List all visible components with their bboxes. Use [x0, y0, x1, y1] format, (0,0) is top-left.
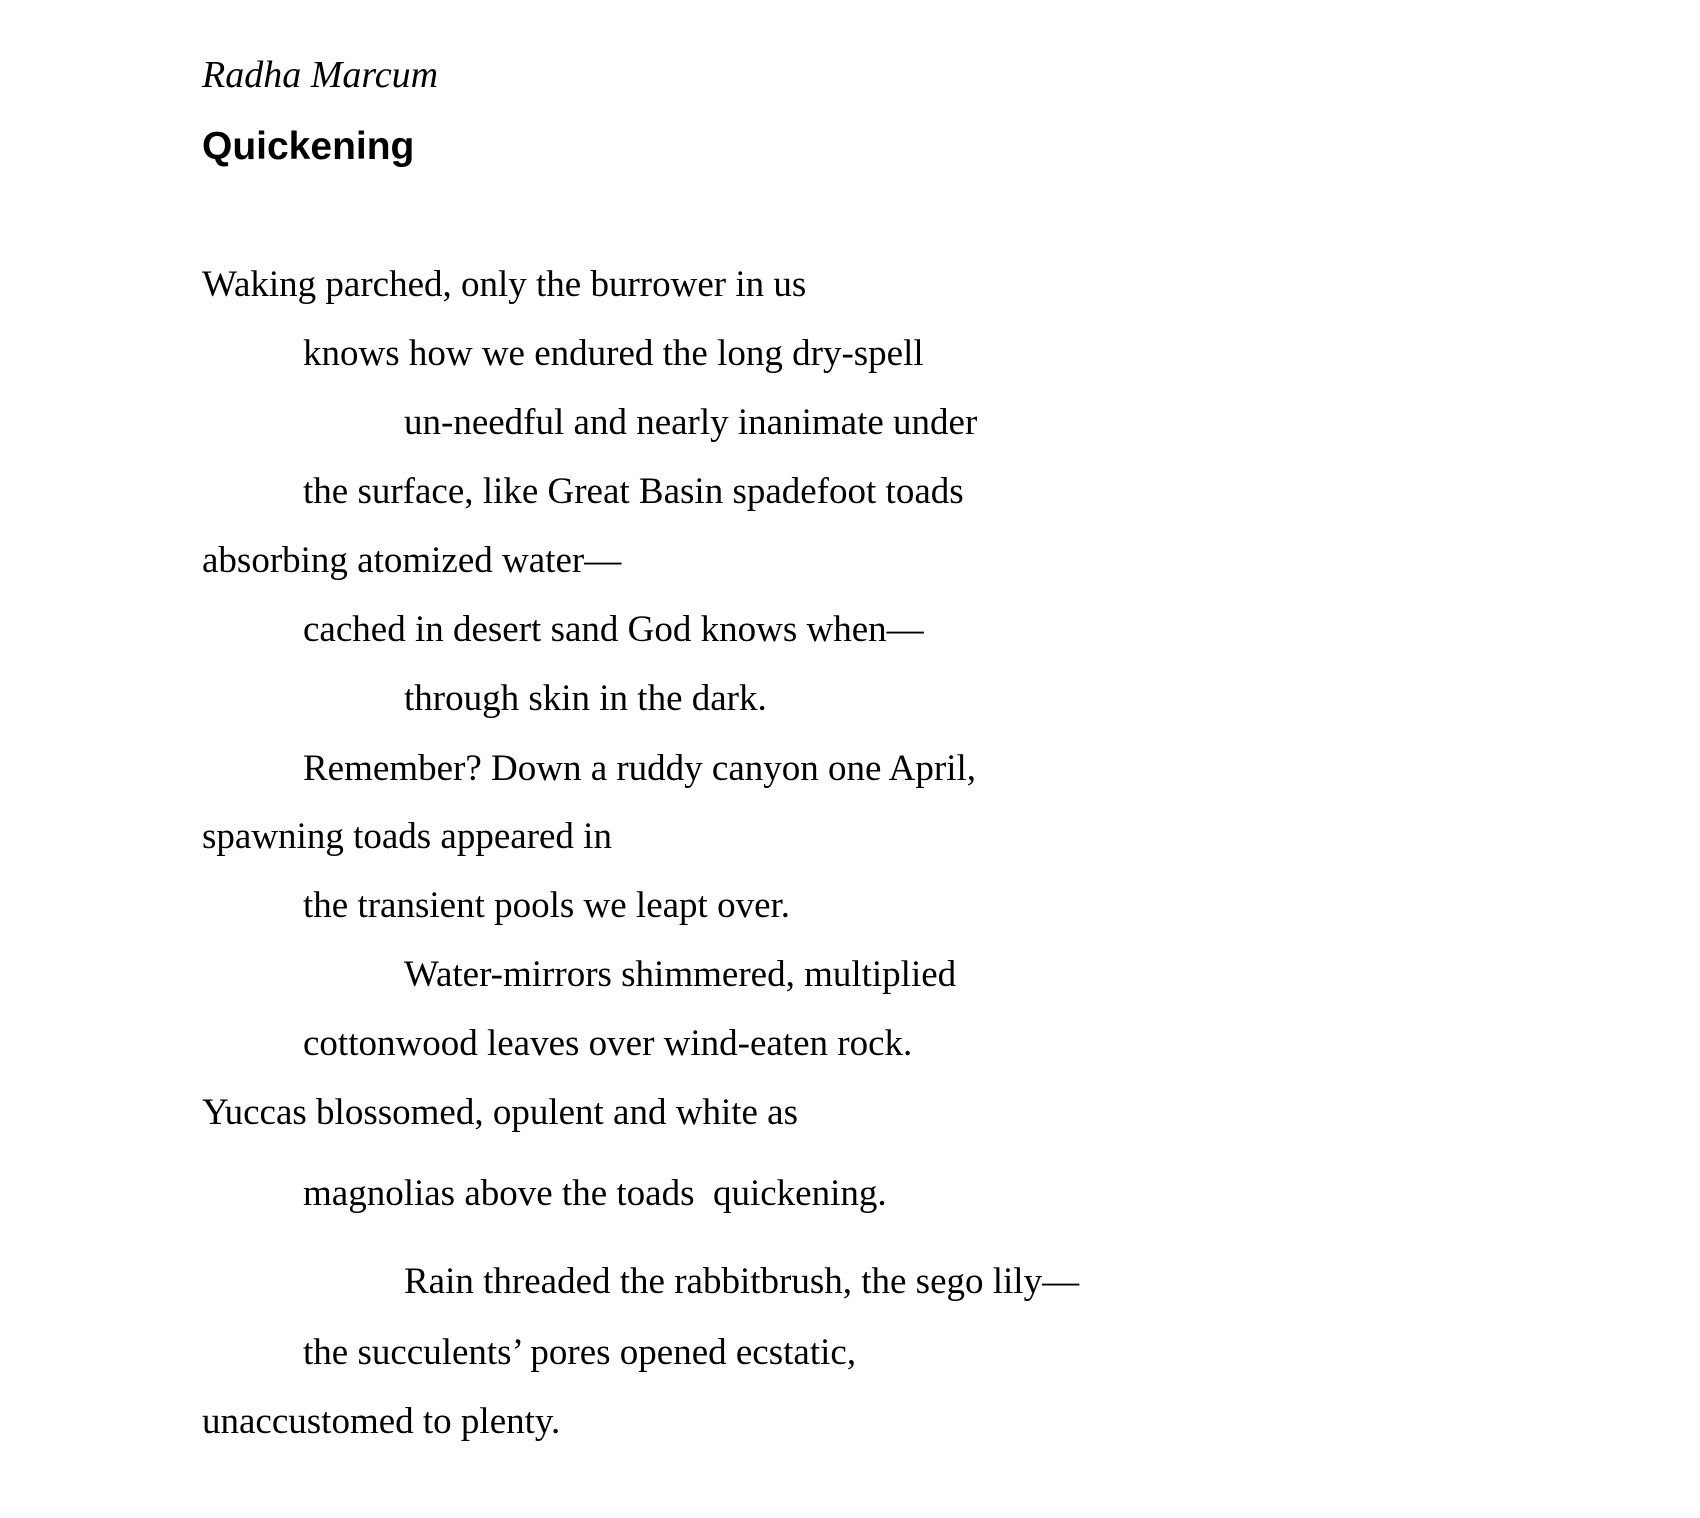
poem-line: the surface, like Great Basin spadefoot toads: [303, 471, 964, 512]
poem-line: Waking parched, only the burrower in us: [202, 264, 807, 305]
poem-body: [202, 0, 1502, 1518]
poem-title: Quickening: [202, 125, 415, 168]
poem-line: through skin in the dark.: [404, 678, 767, 719]
poem-line: knows how we endured the long dry-spell: [303, 333, 924, 374]
poem-line: Yuccas blossomed, opulent and white as: [202, 1092, 798, 1133]
poem-line: un-needful and nearly inanimate under: [404, 402, 978, 443]
poem-line: Remember? Down a ruddy canyon one April,: [303, 748, 977, 789]
poem-line: unaccustomed to plenty.: [202, 1401, 561, 1442]
poem-line: the succulents’ pores opened ecstatic,: [303, 1332, 857, 1373]
poem-line: the transient pools we leapt over.: [303, 885, 791, 926]
poem-line: absorbing atomized water—: [202, 540, 622, 581]
poem-line: spawning toads appeared in: [202, 816, 612, 857]
author-name: Radha Marcum: [202, 54, 439, 96]
poem-line: magnolias above the toads quickening.: [303, 1173, 887, 1214]
poem-line: cached in desert sand God knows when—: [303, 609, 924, 650]
poem-line: Water-mirrors shimmered, multiplied: [404, 954, 957, 995]
poem-line: Rain threaded the rabbitbrush, the sego lily—: [404, 1261, 1080, 1302]
poem-line: cottonwood leaves over wind-eaten rock.: [303, 1023, 913, 1064]
